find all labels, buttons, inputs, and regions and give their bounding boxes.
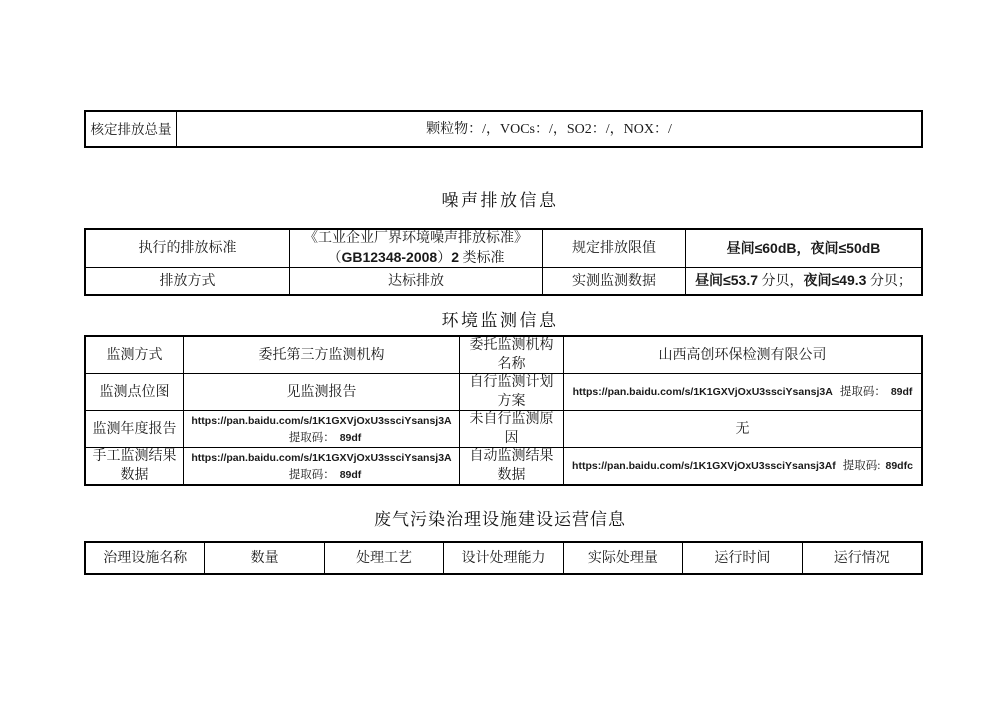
manual-results-code: 89df bbox=[339, 469, 362, 481]
no-self-monitoring-value-cell: 无 bbox=[564, 411, 921, 447]
facility-header-runtime: 运行时间 bbox=[683, 543, 801, 573]
noise-standard-label-cell: 执行的排放标准 bbox=[86, 230, 289, 267]
monitoring-agency-value-cell: 山西高创环保检测有限公司 bbox=[564, 337, 921, 373]
noise-table bbox=[84, 228, 923, 296]
facility-table bbox=[84, 541, 923, 575]
auto-results-code: 89dfc bbox=[885, 459, 913, 472]
noise-limit-value-cell: 昼间≤60dB，夜间≤50dB bbox=[686, 230, 921, 267]
approved-total-table bbox=[84, 110, 923, 148]
annual-report-link: https://pan.baidu.com/s/1K1GXVjOxU3ssciYsansj3A bbox=[191, 415, 452, 427]
manual-results-label-cell: 手工监测结果数据 bbox=[86, 448, 183, 484]
auto-results-value-cell: https://pan.baidu.com/s/1K1GXVjOxU3ssciYsansj3Af 提取码: 89dfc bbox=[564, 448, 921, 484]
approved-total-value-cell: 颗粒物：/，VOCs：/，SO2：/，NOX：/ bbox=[177, 112, 921, 146]
facility-header-status: 运行情况 bbox=[803, 543, 921, 573]
self-plan-code: 89df bbox=[890, 385, 913, 398]
noise-section-title: 噪声排放信息 bbox=[441, 191, 559, 210]
monitoring-agency-label-cell: 委托监测机构名称 bbox=[460, 337, 563, 373]
noise-measured-label-cell: 实测监测数据 bbox=[543, 268, 685, 294]
manual-results-value-cell: https://pan.baidu.com/s/1K1GXVjOxU3ssciYsansj3A提取码： 89df bbox=[184, 448, 459, 484]
noise-measured-value-cell: 昼间≤53.7 分贝，夜间≤49.3 分贝； bbox=[686, 268, 921, 294]
self-plan-value-cell: https://pan.baidu.com/s/1K1GXVjOxU3ssciYsansj3A 提取码： 89df bbox=[564, 374, 921, 410]
noise-standard-text: 《工业企业厂界环境噪声排放标准》（ bbox=[304, 231, 528, 266]
facility-header-design-capacity: 设计处理能力 bbox=[444, 543, 562, 573]
point-map-value-cell: 见监测报告 bbox=[184, 374, 459, 410]
noise-limit-label-cell: 规定排放限值 bbox=[543, 230, 685, 267]
self-plan-label-cell: 自行监测计划方案 bbox=[460, 374, 563, 410]
annual-report-label-cell: 监测年度报告 bbox=[86, 411, 183, 447]
noise-standard-value-cell: 《工业企业厂界环境噪声排放标准》（GB12348-2008）2 类标准 bbox=[290, 230, 542, 267]
no-self-monitoring-label-cell: 未自行监测原因 bbox=[460, 411, 563, 447]
facility-header-process: 处理工艺 bbox=[325, 543, 443, 573]
noise-mode-value-cell: 达标排放 bbox=[290, 268, 542, 294]
self-plan-link: https://pan.baidu.com/s/1K1GXVjOxU3ssciYsansj3A bbox=[572, 385, 833, 398]
auto-results-label-cell: 自动监测结果数据 bbox=[460, 448, 563, 484]
approved-total-label-cell: 核定排放总量 bbox=[86, 112, 176, 146]
annual-report-value-cell: https://pan.baidu.com/s/1K1GXVjOxU3ssciYsansj3A提取码： 89df bbox=[184, 411, 459, 447]
point-map-label-cell: 监测点位图 bbox=[86, 374, 183, 410]
noise-mode-label-cell: 排放方式 bbox=[86, 268, 289, 294]
annual-report-code: 89df bbox=[339, 432, 362, 444]
auto-results-link: https://pan.baidu.com/s/1K1GXVjOxU3ssciYsansj3Af bbox=[572, 459, 836, 472]
facility-section-title: 废气污染治理设施建设运营信息 bbox=[374, 510, 626, 529]
noise-standard-code: GB12348-2008 bbox=[341, 249, 438, 265]
facility-header-actual-volume: 实际处理量 bbox=[564, 543, 682, 573]
manual-results-link: https://pan.baidu.com/s/1K1GXVjOxU3ssciYsansj3A bbox=[191, 452, 452, 464]
monitoring-section-title: 环境监测信息 bbox=[441, 311, 559, 330]
facility-header-quantity: 数量 bbox=[205, 543, 323, 573]
facility-header-name: 治理设施名称 bbox=[86, 543, 204, 573]
monitoring-mode-label-cell: 监测方式 bbox=[86, 337, 183, 373]
monitoring-table bbox=[84, 335, 923, 486]
monitoring-mode-value-cell: 委托第三方监测机构 bbox=[184, 337, 459, 373]
